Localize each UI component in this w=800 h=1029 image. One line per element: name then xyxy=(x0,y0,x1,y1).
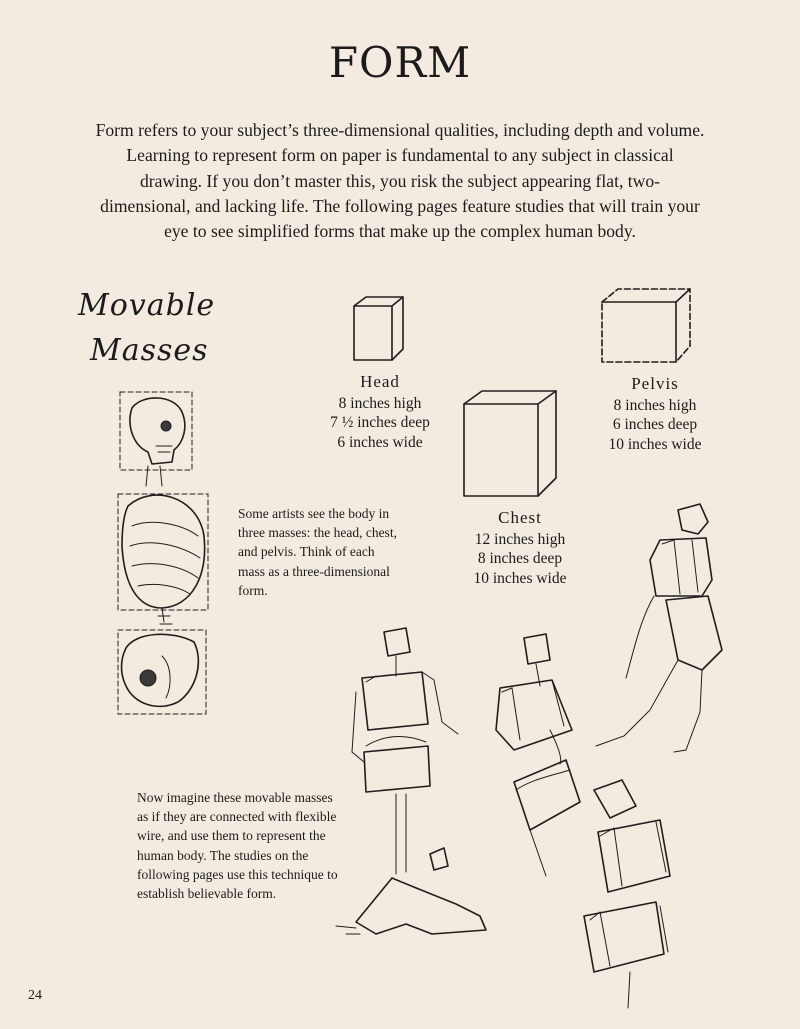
pelvis-deep: 6 inches deep xyxy=(612,416,698,433)
pelvis-label: Pelvis xyxy=(631,374,679,393)
pelvis-wide: 10 inches wide xyxy=(608,435,702,453)
head-deep: 7 ½ inches deep xyxy=(330,414,430,431)
page-number: 24 xyxy=(28,988,42,1003)
head-high: 8 inches high xyxy=(338,394,422,412)
chest-label: Chest xyxy=(498,508,542,527)
wire-note: Now imagine these movable masses as if they are connected with flexible wire, and use them to represent the human body. The studies on the following pages use this technique to establish believable form. xyxy=(137,790,338,902)
stacked-masses-figure xyxy=(336,622,506,956)
pelvis-high: 8 inches high xyxy=(613,396,697,414)
head-label: Head xyxy=(360,372,400,391)
head-box-sketch xyxy=(348,294,408,364)
chest-high: 12 inches high xyxy=(474,530,566,548)
pelvis-box-sketch xyxy=(598,286,694,366)
script-heading-line1: Movable xyxy=(78,288,216,323)
chest-wide: 10 inches wide xyxy=(473,569,567,587)
head-wide: 6 inches wide xyxy=(337,433,423,451)
pelvis-caption xyxy=(580,374,730,454)
chest-deep: 8 inches deep xyxy=(477,550,563,567)
falling-masses-figure xyxy=(570,776,690,1012)
skeleton-masses-sketch xyxy=(112,386,212,718)
chest-caption xyxy=(440,508,600,588)
page-title: FORM xyxy=(328,38,472,87)
three-masses-note: Some artists see the body in three masses: the head, chest, and pelvis. Think of each mass as a three-dimensional form. xyxy=(238,506,397,598)
script-heading-line2: Masses xyxy=(90,333,209,368)
chest-box-sketch xyxy=(460,388,560,500)
head-caption xyxy=(300,372,460,452)
intro-paragraph: Form refers to your subject’s three-dimensional qualities, including depth and volume. Learning to represent form on paper is fundamental to any subject in classical drawing. If you don’t master this, you risk the subject appearing flat, two-dimensional, and lacking life. The following pages feature studies that will train your eye to see simplified forms that make up the complex human body. xyxy=(95,120,705,242)
